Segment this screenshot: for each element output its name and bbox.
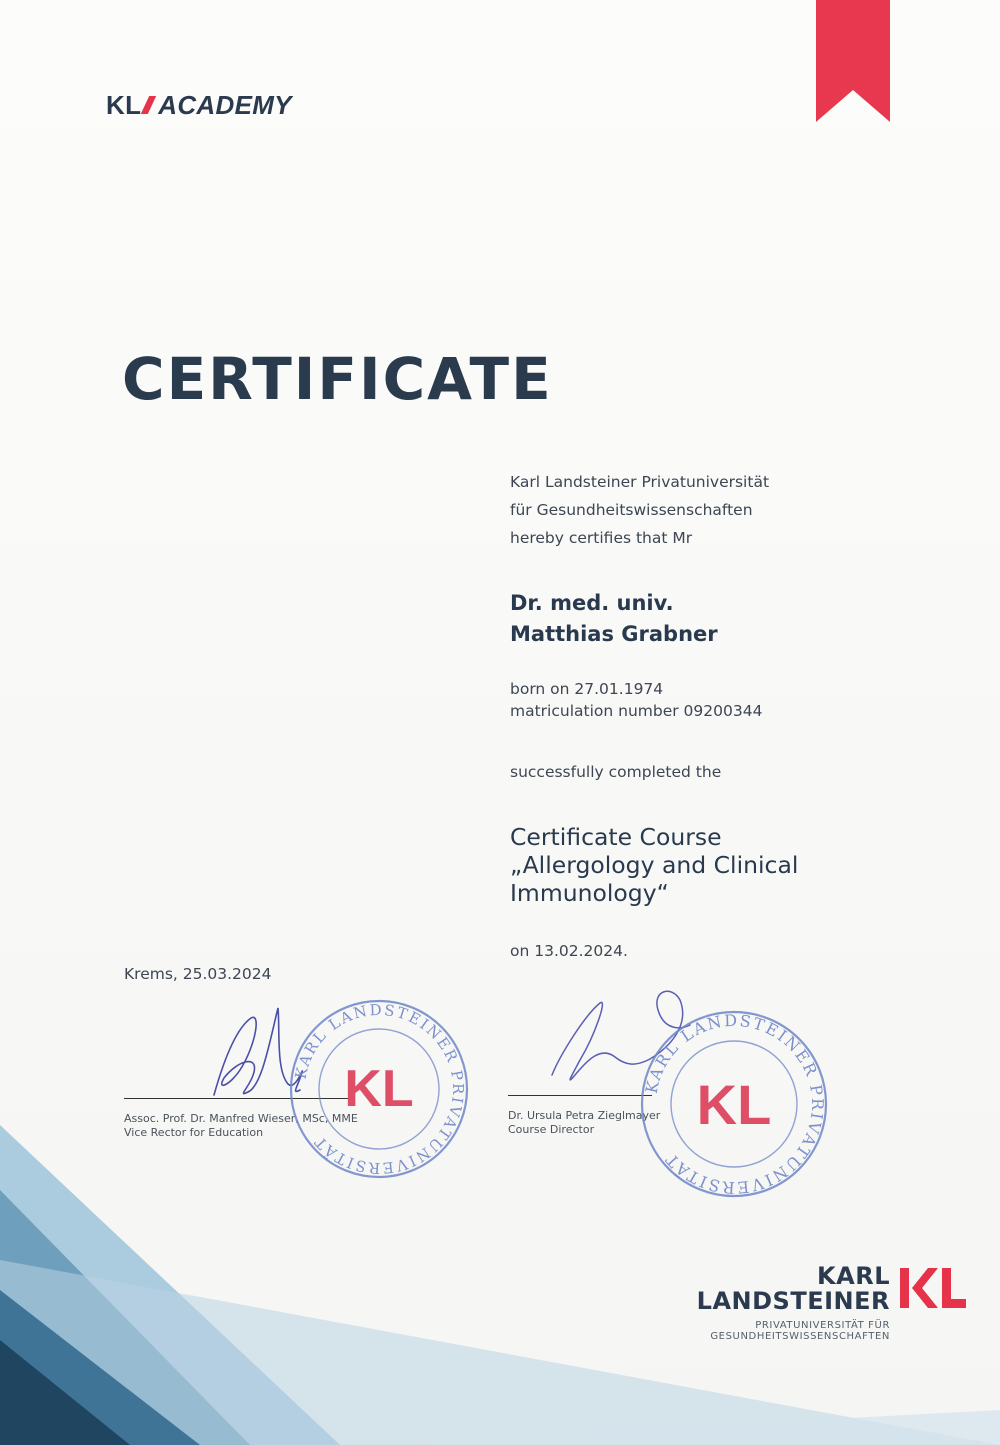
recipient-title: Dr. med. univ. [510, 591, 674, 615]
footer-logo-subtitle-1: PRIVATUNIVERSITÄT FÜR [755, 1320, 890, 1331]
completion-intro: successfully completed the [510, 763, 722, 781]
birth-date: born on 27.01.1974 [510, 680, 664, 698]
footer-logo-subtitle-2: GESUNDHEITSWISSENSCHAFTEN [710, 1331, 890, 1342]
signatory-right-role: Course Director [508, 1123, 595, 1136]
signature-line-right [508, 1095, 652, 1096]
logo-kl-text: KL [106, 89, 142, 120]
issuer-line-1: Karl Landsteiner Privatuniversität [510, 473, 770, 491]
place-and-date: Krems, 25.03.2024 [124, 965, 272, 983]
footer-logo-word-landsteiner: LANDSTEINER [696, 1287, 890, 1315]
logo-slash-mark [141, 96, 156, 114]
certificate-title: CERTIFICATE [122, 345, 553, 413]
bookmark-ribbon-icon [816, 0, 890, 122]
karl-landsteiner-logo [697, 1264, 966, 1342]
university-stamp-right [634, 1004, 834, 1204]
svg-text:KARL LANDSTEINER PRIVATUNIVERS: KARL LANDSTEINER PRIVATUNIVERSITÄT [641, 1010, 828, 1198]
kl-academy-logo [106, 88, 292, 122]
kl-mark-icon [900, 1266, 966, 1310]
signatory-right-name: Dr. Ursula Petra Zieglmayer [508, 1109, 661, 1122]
completion-date: on 13.02.2024. [510, 942, 628, 960]
svg-text:KARL LANDSTEINER PRIVATUNIVERS: KARL LANDSTEINER PRIVATUNIVERSITÄT [291, 1000, 468, 1178]
course-line-1: Certificate Course [510, 823, 722, 851]
svg-text:KL: KL [696, 1073, 772, 1136]
logo-academy-text: ACADEMY [158, 89, 292, 120]
svg-text:KL: KL [344, 1060, 414, 1118]
signatory-left-role: Vice Rector for Education [124, 1126, 264, 1139]
university-stamp-left [284, 994, 474, 1184]
recipient-block [510, 588, 718, 650]
matriculation-number: matriculation number 09200344 [510, 702, 763, 720]
footer-logo-word-karl: KARL [817, 1262, 890, 1290]
course-title [510, 823, 798, 907]
recipient-details [510, 678, 762, 722]
issuer-block [510, 468, 769, 552]
issuer-line-2: für Gesundheitswissenschaften [510, 501, 753, 519]
course-line-2: „Allergology and Clinical [510, 851, 799, 879]
recipient-name: Matthias Grabner [510, 622, 718, 646]
signatory-left-name: Assoc. Prof. Dr. Manfred Wieser, MSc, MME [124, 1112, 358, 1125]
course-line-3: Immunology“ [510, 879, 669, 907]
issuer-line-3: hereby certifies that Mr [510, 529, 693, 547]
